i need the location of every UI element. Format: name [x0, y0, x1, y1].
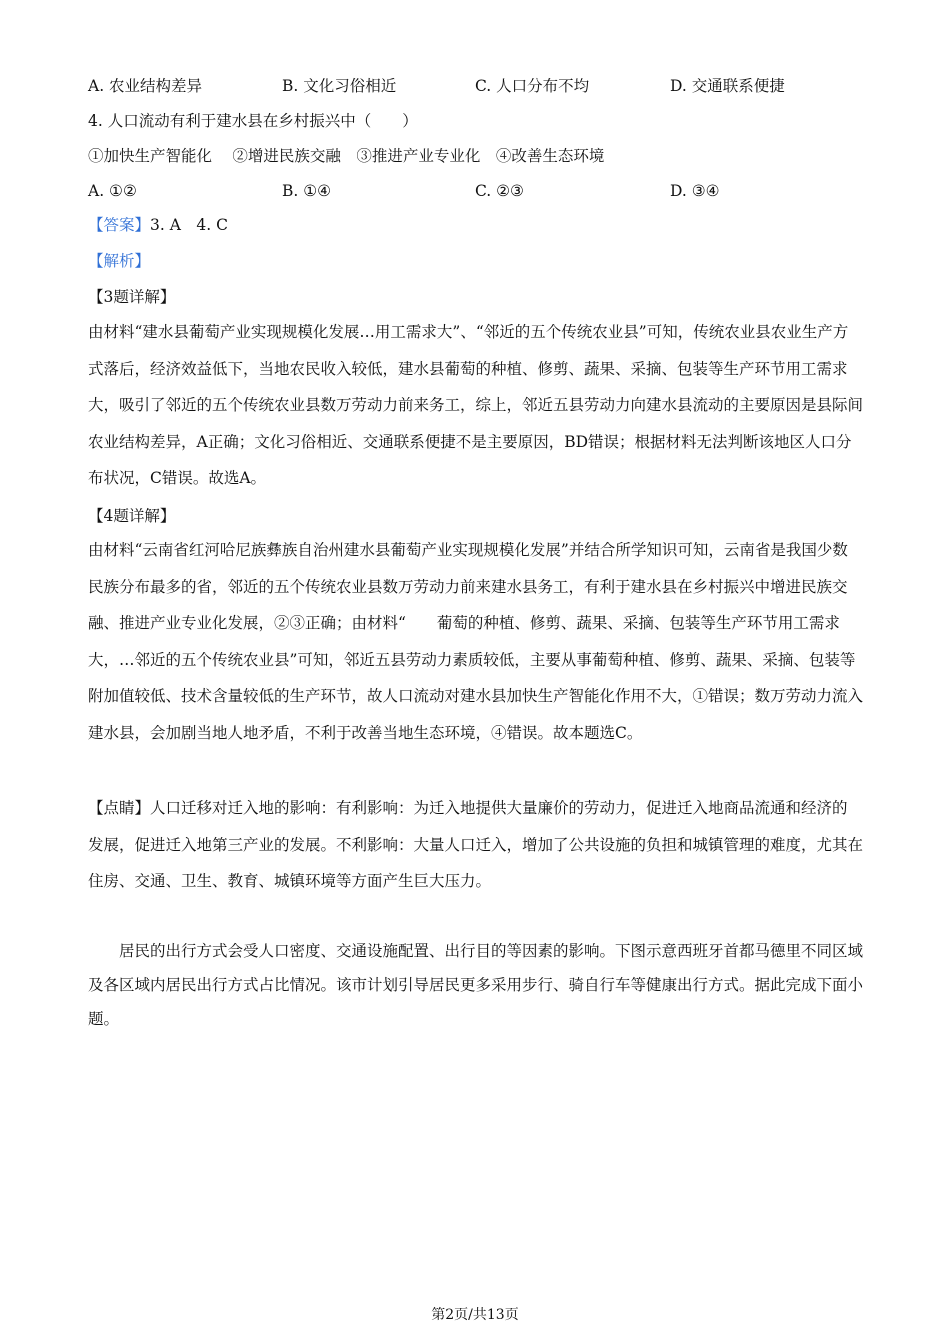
q4-detail-tag: 【4题详解】	[88, 507, 176, 525]
tip-text: 人口迁移对迁入地的影响：有利影响：为迁入地提供大量廉价的劳动力，促进迁入地商品流通和经济的发展，促进迁入地第三产业的发展。不利影响：大量人口迁入，增加了公共设施的负担和城镇管理的难度，尤其在住房、交通、卫生、教育、城镇环境等方面产生巨大压力。	[88, 799, 864, 891]
material-paragraph: 居民的出行方式会受人口密度、交通设施配置、出行目的等因素的影响。下图示意西班牙首都马德里不同区域及各区域内居民出行方式占比情况。该市计划引导居民更多采用步行、骑自行车等健康出行方式。据此完成下面小题。	[88, 942, 864, 1028]
page-footer: 第2页/共13页	[431, 1307, 519, 1323]
q3-detail-text: 由材料“建水县葡萄产业实现规模化发展…用工需求大”、“邻近的五个传统农业县”可知，传统农业县农业生产方式落后，经济效益低下，当地农民收入较低，建水县葡萄的种植、修剪、蔬果、采摘、包装等生产环节用工需求大，吸引了邻近的五个传统农业县数万劳动力前来务工，综上，邻近五县劳动力向建水县流动的主要原因是县际间农业结构差异，A正确；文化习俗相近、交通联系便捷不是主要原因，BD错误；根据材料无法判断该地区人口分布状况，C错误。故选A。	[88, 323, 864, 488]
q4-stem: 4. 人口流动有利于建水县在乡村振兴中（ ）	[88, 112, 418, 130]
answer-line	[88, 215, 228, 235]
q3-option-a: A. 农业结构差异	[88, 77, 203, 95]
q3-detail-tag: 【3题详解】	[88, 288, 176, 306]
q4-option-b: B. ①④	[282, 182, 332, 200]
tip-tag: 【点睛】	[88, 799, 151, 817]
q3-option-d: D. 交通联系便捷	[670, 77, 785, 95]
answer-tag: 【答案】	[88, 216, 151, 234]
q4-option-c: C. ②③	[475, 182, 524, 200]
q4-detail-text: 由材料“云南省红河哈尼族彝族自治州建水县葡萄产业实现规模化发展”并结合所学知识可知，云南省是我国少数民族分布最多的省，邻近的五个传统农业县数万劳动力前来建水县务工，有利于建水县在乡村振兴中增进民族交融、推进产业专业化发展，②③正确；由材料“ 葡萄的种植、修剪、蔬果、采摘、包装等生产环节用工需求大，…邻近的五个传统农业县”可知，邻近五县劳动力素质较低，主要从事葡萄种植、修剪、蔬果、采摘、包装等附加值较低、技术含量较低的生产环节，故人口流动对建水县加快生产智能化作用不大，①错误；数万劳动力流入建水县，会加剧当地人地矛盾，不利于改善当地生态环境，④错误。故本题选C。	[88, 541, 864, 742]
q4-option-a: A. ①②	[88, 182, 137, 200]
q3-option-c: C. 人口分布不均	[475, 77, 590, 95]
answer-text: 3. A 4. C	[150, 216, 229, 234]
q4-statements: ①加快生产智能化 ②增进民族交融 ③推进产业专业化 ④改善生态环境	[88, 147, 605, 165]
tip-paragraph	[88, 790, 863, 900]
analysis-tag: 【解析】	[88, 252, 151, 270]
q4-option-d: D. ③④	[670, 182, 720, 200]
q3-option-b: B. 文化习俗相近	[282, 77, 397, 95]
